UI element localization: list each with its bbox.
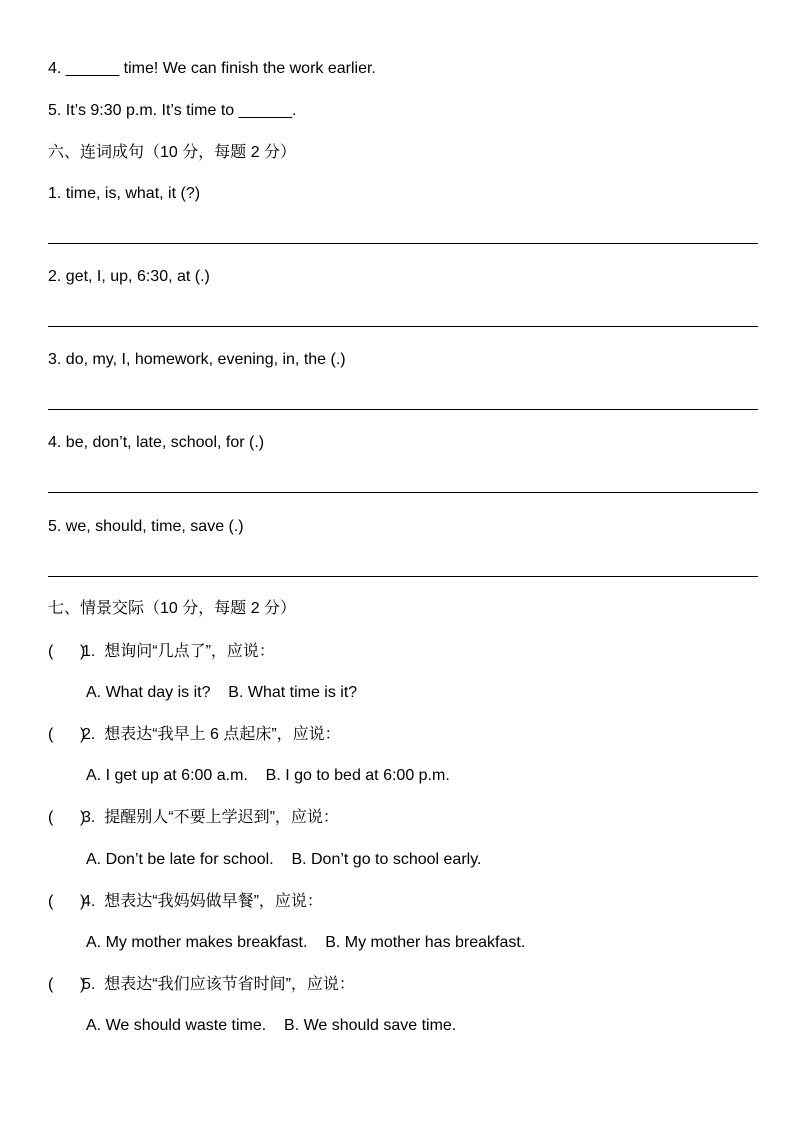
section-7-title: 七、情景交际（10 分，每题 2 分） [48, 600, 297, 617]
dialogue-options-4: A. My mother makes breakfast. B. My mother has breakfast. [86, 934, 526, 951]
fill-blank-question-4: 4. ______ time! We can finish the work earlier. [48, 60, 376, 77]
dialogue-question-5: 5. 想表达“我们应该节省时间”，应说： [82, 976, 355, 993]
answer-line-1[interactable] [48, 243, 758, 244]
answer-line-5[interactable] [48, 576, 758, 577]
answer-line-4[interactable] [48, 492, 758, 493]
sentence-item-4: 4. be, don’t, late, school, for (.) [48, 434, 265, 451]
answer-bracket-5[interactable]: ( ) [48, 976, 86, 993]
answer-bracket-1[interactable]: ( ) [48, 643, 86, 660]
answer-bracket-2[interactable]: ( ) [48, 726, 86, 743]
section-6-title: 六、连词成句（10 分，每题 2 分） [48, 144, 297, 161]
dialogue-options-2: A. I get up at 6:00 a.m. B. I go to bed at 6:00 p.m. [86, 767, 450, 784]
dialogue-question-2: 2. 想表达“我早上 6 点起床”，应说： [82, 726, 341, 743]
dialogue-options-5: A. We should waste time. B. We should save time. [86, 1017, 457, 1034]
answer-line-3[interactable] [48, 409, 758, 410]
sentence-item-1: 1. time, is, what, it (?) [48, 185, 201, 202]
sentence-item-5: 5. we, should, time, save (.) [48, 518, 244, 535]
sentence-item-3: 3. do, my, I, homework, evening, in, the (.) [48, 351, 346, 368]
dialogue-question-3: 3. 提醒别人“不要上学迟到”，应说： [82, 809, 339, 826]
answer-bracket-3[interactable]: ( ) [48, 809, 86, 826]
dialogue-options-3: A. Don’t be late for school. B. Don’t go to school early. [86, 851, 482, 868]
dialogue-question-4: 4. 想表达“我妈妈做早餐”，应说： [82, 893, 323, 910]
dialogue-options-1: A. What day is it? B. What time is it? [86, 684, 358, 701]
fill-blank-question-5: 5. It’s 9:30 p.m. It’s time to ______. [48, 102, 297, 119]
sentence-item-2: 2. get, I, up, 6:30, at (.) [48, 268, 210, 285]
dialogue-question-1: 1. 想询问“几点了”，应说： [82, 643, 275, 660]
answer-bracket-4[interactable]: ( ) [48, 893, 86, 910]
answer-line-2[interactable] [48, 326, 758, 327]
